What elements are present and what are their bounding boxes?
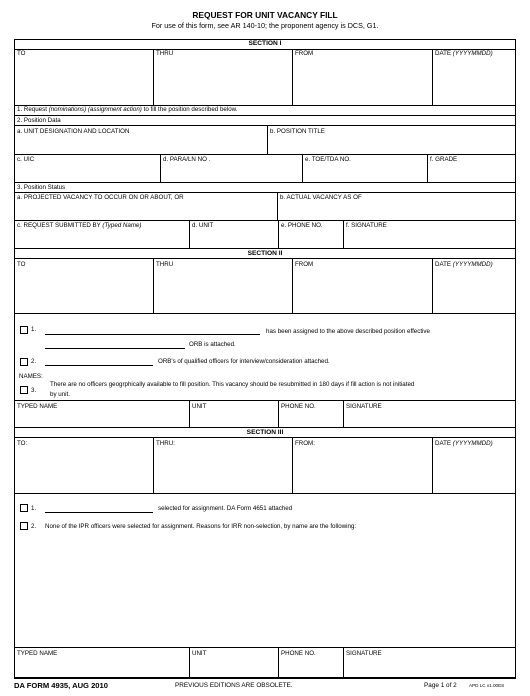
s2-thru-label: THRU: [156, 261, 174, 268]
s2-date-field[interactable]: [433, 269, 515, 312]
s2-option-1-name-line[interactable]: [45, 334, 260, 335]
s2-option-3-text: There are no officers geogrphically available to fill position. This vacancy should be resubmitted in 180 days if fill action is not initiated: [50, 381, 415, 388]
s3-from-label: FROM:: [295, 440, 315, 447]
s2-signature-field[interactable]: [344, 411, 515, 426]
unit-designation-label: a. UNIT DESIGNATION AND LOCATION: [17, 128, 130, 135]
form-id: DA FORM 4935, AUG 2010: [14, 681, 108, 690]
s2-typed-name-field[interactable]: [15, 411, 188, 426]
position-status-label: 3. Position Status: [17, 184, 66, 191]
s3-to-field[interactable]: [15, 448, 152, 492]
request-line: 1. Request (nominations) (assignment action) to fill the position described below.: [17, 106, 238, 113]
position-title-label: b. POSITION TITLE: [270, 128, 325, 135]
s2-option-1-text: has been assigned to the above described position effective: [266, 328, 430, 335]
s3-signature-field[interactable]: [344, 658, 515, 676]
s3-option-2-text: None of the IPR officers were selected for assignment. Reasons for IRR non-selection, by name are the following:: [45, 523, 357, 530]
uic-field[interactable]: [15, 164, 159, 181]
form-title: REQUEST FOR UNIT VACANCY FILL: [192, 10, 338, 20]
form-subtitle: For use of this form, see AR 140-10; the proponent agency is DCS, G1.: [151, 21, 379, 30]
s2-from-label: FROM: [295, 261, 314, 268]
s2-option-1-date-line[interactable]: [45, 348, 185, 349]
submitted-by-field[interactable]: [15, 230, 188, 247]
s2-option-3-text-2: by unit.: [50, 391, 70, 398]
s2-option-2-line[interactable]: [45, 365, 153, 366]
s2-to-field[interactable]: [15, 269, 152, 312]
s1-from-label: FROM: [295, 50, 314, 57]
s2-option-1-number: 1.: [31, 326, 37, 333]
s2-date-label: DATE (YYYYMMDD): [435, 261, 493, 268]
s1-phone-label: e. PHONE NO.: [281, 222, 323, 229]
obsolete-note: PREVIOUS EDITIONS ARE OBSOLETE.: [175, 682, 293, 689]
s1-to-field[interactable]: [15, 58, 152, 104]
s3-signature-label: SIGNATURE: [346, 650, 382, 657]
s3-reasons-field[interactable]: [15, 533, 515, 646]
section-3-heading: SECTION III: [246, 429, 284, 436]
s3-typed-name-field[interactable]: [15, 658, 188, 676]
s3-date-field[interactable]: [433, 448, 515, 492]
position-data-label: 2. Position Data: [17, 117, 61, 124]
s2-option-2-text: ORB's of qualified officers for interview/consideration attached.: [158, 358, 330, 365]
toe-tda-field[interactable]: [303, 164, 426, 181]
s2-option-1-text-2: ORB is attached.: [189, 341, 236, 348]
s3-thru-field[interactable]: [154, 448, 291, 492]
para-ln-label: d. PARA/LN NO .: [163, 156, 211, 163]
s1-thru-field[interactable]: [154, 58, 291, 104]
grade-label: f. GRADE: [430, 156, 458, 163]
version-label: APD LC v1.00ES: [469, 683, 505, 688]
s1-signature-field[interactable]: [344, 230, 515, 247]
s1-from-field[interactable]: [293, 58, 431, 104]
s3-date-label: DATE (YYYYMMDD): [435, 440, 493, 447]
s1-date-field[interactable]: [433, 58, 515, 104]
s2-option-3-checkbox[interactable]: [20, 386, 28, 394]
s2-signature-label: SIGNATURE: [346, 403, 382, 410]
section-1-heading: SECTION I: [248, 40, 282, 47]
s3-option-2-number: 2.: [31, 523, 37, 530]
s2-phone-field[interactable]: [279, 411, 342, 426]
s2-unit-field[interactable]: [190, 411, 277, 426]
s1-unit-field[interactable]: [190, 230, 277, 247]
s1-signature-label: f. SIGNATURE: [346, 222, 387, 229]
s1-thru-label: THRU: [156, 50, 174, 57]
s3-typed-name-label: TYPED NAME: [17, 650, 58, 657]
s3-option-1-number: 1.: [31, 505, 37, 512]
s3-phone-label: PHONE NO.: [281, 650, 316, 657]
actual-vacancy-label: b. ACTUAL VACANCY AS OF: [280, 194, 362, 201]
s3-option-2-checkbox[interactable]: [20, 522, 28, 530]
toe-tda-label: e. TOE/TDA NO.: [305, 156, 351, 163]
uic-label: c. UIC: [17, 156, 35, 163]
actual-vacancy-field[interactable]: [278, 202, 515, 219]
s1-to-label: TO: [17, 50, 26, 57]
s3-unit-label: UNIT: [192, 650, 207, 657]
s2-phone-label: PHONE NO.: [281, 403, 316, 410]
s3-option-1-text: selected for assignment. DA Form 4651 attached: [158, 505, 293, 512]
s3-thru-label: THRU:: [156, 440, 175, 447]
s2-option-2-number: 2.: [31, 358, 37, 365]
s2-thru-field[interactable]: [154, 269, 291, 312]
s3-unit-field[interactable]: [190, 658, 277, 676]
s3-option-1-checkbox[interactable]: [20, 504, 28, 512]
s1-phone-field[interactable]: [279, 230, 342, 247]
s3-option-1-line[interactable]: [45, 512, 153, 513]
section-2-heading: SECTION II: [247, 250, 283, 257]
para-ln-field[interactable]: [161, 164, 301, 181]
s3-from-field[interactable]: [293, 448, 431, 492]
s2-from-field[interactable]: [293, 269, 431, 312]
s2-to-label: TO: [17, 261, 26, 268]
s3-phone-field[interactable]: [279, 658, 342, 676]
grade-field[interactable]: [428, 164, 515, 181]
page-number: Page 1 of 2: [424, 682, 457, 689]
s1-date-label: DATE (YYYYMMDD): [435, 50, 493, 57]
s2-option-3-number: 3.: [31, 387, 37, 394]
s2-unit-label: UNIT: [192, 403, 207, 410]
s3-to-label: TO:: [17, 440, 28, 447]
s2-typed-name-label: TYPED NAME: [17, 403, 58, 410]
position-title-field[interactable]: [268, 136, 515, 153]
names-label: NAMES:: [19, 373, 43, 380]
submitted-by-label: c. REQUEST SUBMITTED BY (Typed Name): [17, 222, 142, 229]
projected-vacancy-field[interactable]: [15, 202, 276, 219]
unit-designation-field[interactable]: [15, 136, 266, 153]
projected-vacancy-label: a. PROJECTED VACANCY TO OCCUR ON OR ABOUT, OR: [17, 194, 184, 201]
s1-unit-label: d. UNIT: [192, 222, 214, 229]
s2-option-2-checkbox[interactable]: [20, 358, 28, 366]
s2-option-1-checkbox[interactable]: [20, 326, 28, 334]
